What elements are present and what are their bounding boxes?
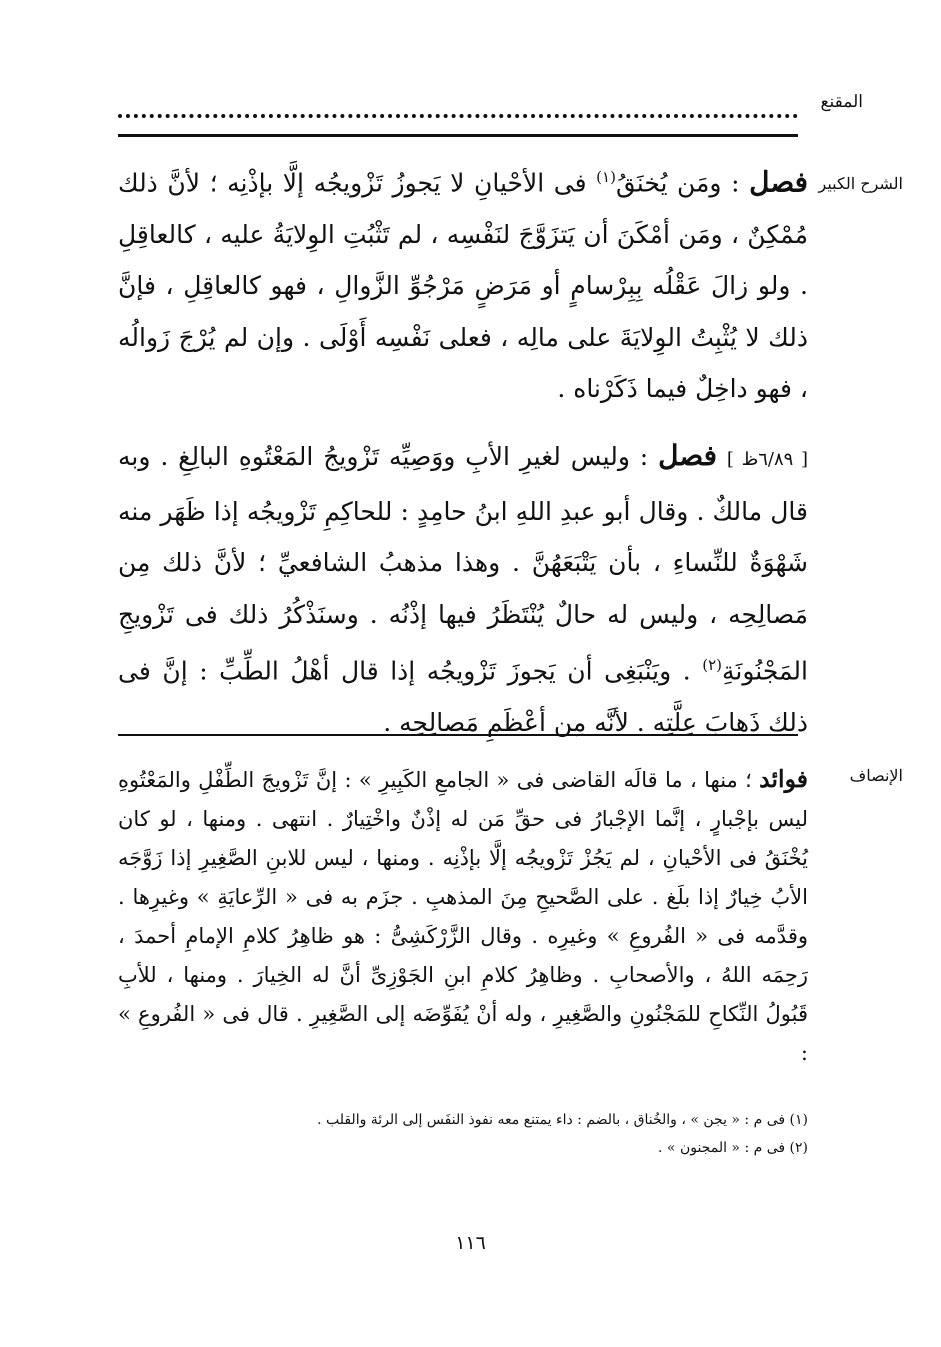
sharh-paragraph-2 [118,430,808,748]
keyword-fasl-2: فصل [658,439,717,472]
manuscript-page-ref: [ ٦/٨٩ظ ] [726,449,809,470]
sharh-p1-text-b: فى الأحْيانِ لا يَجوزُ تَزْويجُه إلَّا بإذْنِه ؛ لأنَّ ذلك مُمْكِنٌ ، ومَن أمْكَنَ أن يَتزَوَّجَ لنَفْسِه ، لم تَثْبُتِ الوِلايَةُ عليه ، كالعاقِلِ . ولو زالَ عَقْلُه بِبِرْسامٍ أو مَرَضٍ مَرْجُوِّ الزَّوالِ ، فهو كالعاقِلِ ، فإنَّ ذلك لا يُثْبِتُ الوِلايَةَ على مالِه ، فعلى نَفْسِه أَوْلَى . وإن لم يُرْجَ زَوالُه ، فهو داخِلٌ فيما ذَكَرْناه . [118,168,808,404]
footnote-2: (٢) فى م : « المجنون » . [658,1140,808,1156]
sharh-p1-text-a: : ومَن يُخنَقُ [615,168,740,198]
page-number: ١١٦ [455,1232,486,1254]
section-label-insaf: الإنصاف [849,766,903,785]
footnotes [180,1106,808,1162]
footnote-1: (١) فى م : « يجن » ، والخُناق ، بالضم : داء يمتنع معه نفوذ النفَس إلى الرئة والقلب . [317,1112,808,1128]
header-divider [118,134,798,137]
footnote-ref-1: (١) [596,168,616,186]
insaf-text: ؛ منها ، ما قالَه القاضى فى « الجامعِ الكَبِيرِ » : إنَّ تَزْويجَ الطِّفْلِ والمَعْتُوهِ ليس بإجْبارٍ ، إنَّما الإجْبارُ فى حقِّ مَن له إذْنٌ واخْتِيارٌ . انتهى . ومنها ، لو كان يُخْنَقُ فى الأحْيانِ ، لم يَجُزْ تَزْويجُه إلَّا بإذْنِه . ومنها ، ليس للابنِ الصَّغِيرِ إذا زَوَّجَه الأبُ خِيارٌ إذا بلَغ . على الصَّحيحِ مِنَ المذهبِ . جزَم به فى « الرِّعايَةِ » وغيرِها . وقدَّمه فى « الفُروعِ » وغيرِه . وقال الزَّرْكَشِىُّ : هو ظاهِرُ كلامِ الإمامِ أحمدَ ، رَحِمَه اللهُ ، والأصحابِ . وظاهِرُ كلامِ ابنِ الجَوْزِىِّ أنَّ له الخِيارَ . ومنها ، للأبِ قَبُولُ النِّكاحِ للمَجْنُونِ والصَّغِيرِ ، وله أنْ يُفَوِّضَه إلى الصَّغِيرِ . قال فى « الفُروعِ » : [118,768,808,1065]
running-header-title: المقنع [820,92,863,112]
insaf-paragraph [118,760,808,1073]
section-label-sharh: الشرح الكبير [818,174,903,193]
sharh-p2-text-b: . ويَنْبَغِى أن يَجوزَ تَزْويجُه إذا قال أهْلُ الطِّبِّ : إنَّ فى ذلك ذَهابَ عِلَّتِه . لأنَّه مِن أعْظَمِ مَصالِحِه . [118,656,808,737]
sharh-paragraph-1 [118,152,808,415]
footnote-ref-2: (٢) [702,656,723,674]
section-divider [118,734,798,736]
keyword-fawaid: فوائد [759,765,808,793]
sharh-p2-text-a: : وليس لغيرِ الأبِ ووَصِيِّه تَزْويجُ المَعْتُوهِ البالِغِ . وبه قال مالكٌ . وقال أبو عبدِ اللهِ ابنُ حامِدٍ : للحاكِمِ تَزْويجُه إذا ظَهَر منه شَهْوَةٌ للنِّساءِ ، بأن يَتْبَعَهُنَّ . وهذا مذهبُ الشافعيِّ ؛ لأنَّ ذلك مِن مَصالِحِه ، وليس له حالٌ يُنْتَظَرُ فيها إذْنُه . وسنَذْكُرُ ذلك فى تَزْويجِ المَجْنُونَةِ [118,442,808,686]
header-dotted-rule [118,106,798,118]
keyword-fasl-1: فصل [749,165,808,199]
